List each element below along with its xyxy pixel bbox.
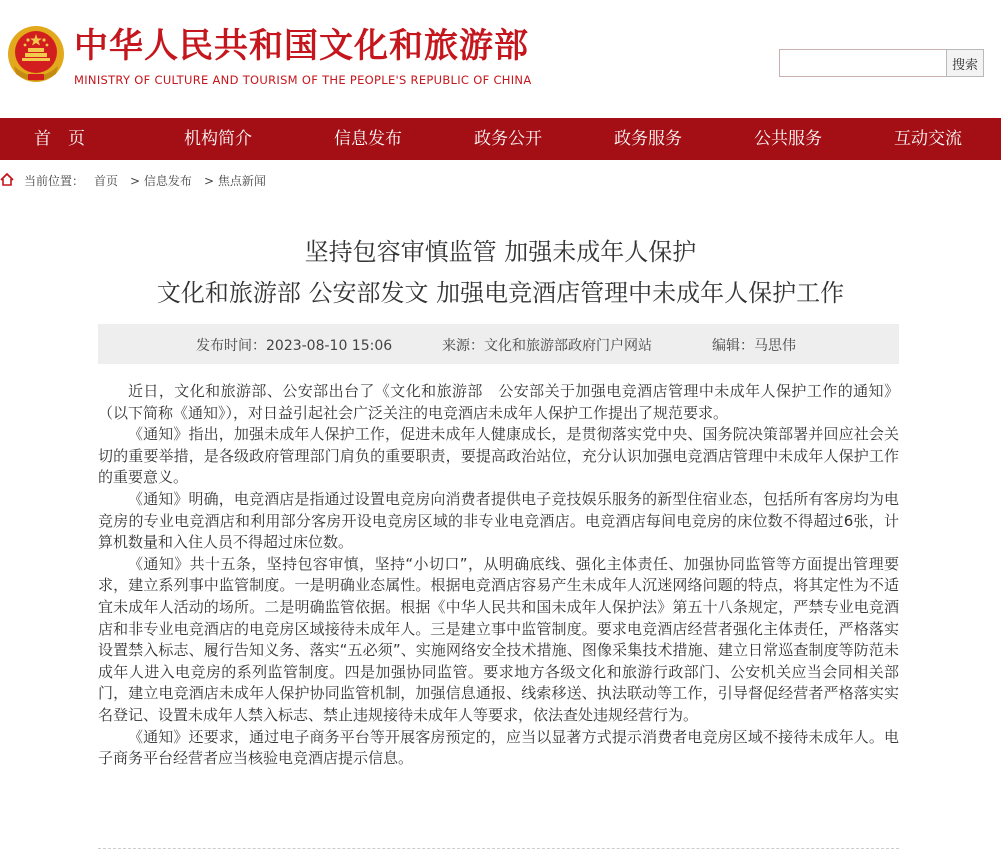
- site-header: [0, 0, 1001, 118]
- breadcrumb-focus-news[interactable]: > 焦点新闻: [204, 174, 266, 188]
- nav-item-gov-services[interactable]: 政务服务: [614, 129, 682, 149]
- article-title-line-2: 文化和旅游部 公安部发文 加强电竞酒店管理中未成年人保护工作: [156, 279, 845, 307]
- article-paragraph: 《通知》还要求，通过电子商务平台等开展客房预定的，应当以显著方式提示消费者电竞房区域不接待未成年人。电子商务平台经营者应当核验电竞酒店提示信息。: [98, 727, 899, 768]
- article-paragraph: 《通知》指出，加强未成年人保护工作，促进未成年人健康成长，是贯彻落实党中央、国务院决策部署并回应社会关切的重要举措，是各级政府管理部门肩负的重要职责，要提高政治站位，充分认识加强电竞酒店管理中未成年人保护工作的重要意义。: [98, 425, 899, 487]
- breadcrumb: [0, 160, 1001, 200]
- main-nav: [0, 118, 1001, 160]
- search-input[interactable]: [779, 49, 947, 77]
- breadcrumb-news[interactable]: > 信息发布: [130, 174, 192, 188]
- article-paragraph: 《通知》明确，电竞酒店是指通过设置电竞房向消费者提供电子竞技娱乐服务的新型住宿业态，包括所有客房均为电竞房的专业电竞酒店和利用部分客房开设电竞房区域的非专业电竞酒店。电竞酒店每间电竞房的床位数不得超过6张，计算机数量和入住人员不得超过床位数。: [98, 489, 899, 552]
- breadcrumb-home[interactable]: 首页: [94, 174, 119, 188]
- nav-item-interaction[interactable]: 互动交流: [894, 129, 962, 149]
- breadcrumb-prefix: 当前位置：: [24, 174, 85, 188]
- site-title: 中华人民共和国文化和旅游部: [74, 26, 529, 66]
- article-source: 来源：文化和旅游部政府门户网站: [442, 338, 652, 354]
- search-button[interactable]: 搜索: [946, 49, 984, 77]
- site-title-english: MINISTRY OF CULTURE AND TOURISM OF THE PEOPLE'S REPUBLIC OF CHINA: [74, 73, 532, 87]
- nav-item-about[interactable]: 机构简介: [184, 129, 252, 149]
- article-body: [98, 381, 899, 770]
- article-title-line-1: 坚持包容审慎监管 加强未成年人保护: [304, 238, 697, 266]
- national-emblem-icon: [6, 22, 66, 86]
- nav-item-home[interactable]: 首 页: [34, 129, 85, 149]
- article-editor: 编辑：马思伟: [712, 338, 796, 354]
- article-meta: [98, 324, 899, 364]
- nav-item-public-services[interactable]: 公共服务: [754, 129, 822, 149]
- article-divider: [98, 848, 899, 850]
- home-icon: [0, 173, 14, 186]
- article-paragraph: 《通知》共十五条，坚持包容审慎，坚持“小切口”，从明确底线、强化主体责任、加强协同监管等方面提出管理要求，建立系列事中监管制度。一是明确业态属性。根据电竞酒店容易产生未成年人沉迷网络问题的特点，将其定性为不适宜未成年人活动的场所。二是明确监管依据。根据《中华人民共和国未成年人保护法》第五十八条规定，严禁专业电竞酒店和非专业电竞酒店的电竞房区域接待未成年人。三是建立事中监管制度。要求电竞酒店经营者强化主体责任，严格落实设置禁入标志、履行告知义务、落实“五必须”、实施网络安全技术措施、图像采集技术措施、建立日常巡查制度等防范未成年人进入电竞房的系列监管制度。四是加强协同监管。要求地方各级文化和旅游行政部门、公安机关应当会同相关部门，建立电竞酒店未成年人保护协同监管机制，加强信息通报、线索移送、执法联动等工作，引导督促经营者严格落实实名登记、设置未成年人禁入标志、禁止违规接待未成年人等要求，依法查处违规经营行为。: [98, 554, 899, 724]
- nav-item-gov-affairs[interactable]: 政务公开: [474, 129, 542, 149]
- publish-date: 发布时间：2023-08-10 15:06: [196, 338, 393, 354]
- nav-item-news[interactable]: 信息发布: [334, 129, 402, 149]
- article-paragraph: 近日，文化和旅游部、公安部出台了《文化和旅游部 公安部关于加强电竞酒店管理中未成年人保护工作的通知》（以下简称《通知》），对日益引起社会广泛关注的电竞酒店未成年人保护工作提出了规范要求。: [98, 382, 899, 422]
